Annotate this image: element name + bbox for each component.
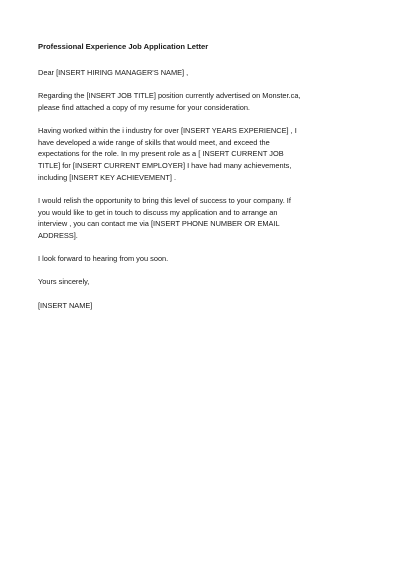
valediction xyxy=(38,276,283,288)
text-line: have developed a wide range of skills that would meet, and exceed the xyxy=(38,137,270,147)
text-line: you would like to get in touch to discuss my application and to arrange an xyxy=(38,207,278,217)
text-line: TITLE] for [INSERT CURRENT EMPLOYER] I have had many achievements, xyxy=(38,160,292,170)
job-title-paragraph xyxy=(38,90,301,113)
text-line: Having worked within the i industry for over [INSERT YEARS EXPERIENCE] , I xyxy=(38,125,297,135)
contact-paragraph xyxy=(38,195,291,242)
text-line: I would relish the opportunity to bring this level of success to your company. If xyxy=(38,195,291,205)
experience-paragraph xyxy=(38,125,297,184)
text-line: including [INSERT KEY ACHIEVEMENT] . xyxy=(38,172,177,182)
signature-name xyxy=(38,300,283,312)
letter-body xyxy=(38,41,301,323)
text-line: interview , you can contact me via [INSERT PHONE NUMBER OR EMAIL xyxy=(38,219,280,229)
text-line: ADDRESS]. xyxy=(38,230,78,240)
closing-paragraph xyxy=(38,253,283,265)
text-line: [INSERT NAME] xyxy=(38,300,93,310)
text-line: expectations for the role. In my present role as a [ INSERT CURRENT JOB xyxy=(38,149,284,159)
text-line: Regarding the [INSERT JOB TITLE] position currently advertised on Monster.ca, xyxy=(38,90,301,100)
salutation-paragraph xyxy=(38,67,283,79)
document-title: Professional Experience Job Application Letter xyxy=(38,42,209,51)
text-line: Dear [INSERT HIRING MANAGER'S NAME] , xyxy=(38,67,189,77)
text-line: I look forward to hearing from you soon. xyxy=(38,254,169,264)
text-line: Yours sincerely, xyxy=(38,277,90,287)
text-line: please find attached a copy of my resume for your consideration. xyxy=(38,102,250,112)
